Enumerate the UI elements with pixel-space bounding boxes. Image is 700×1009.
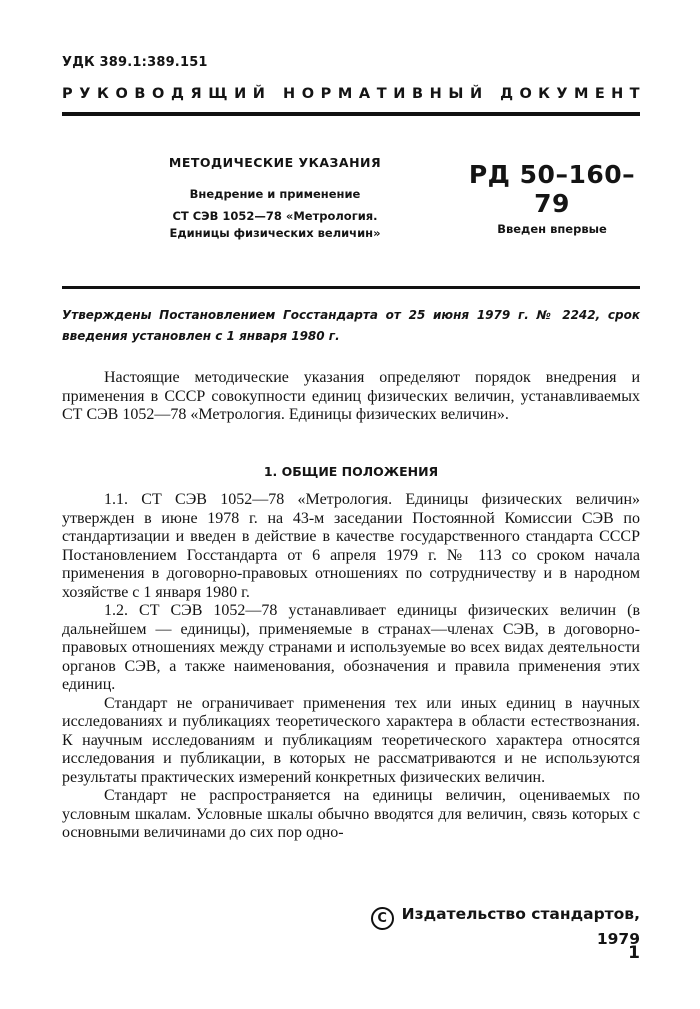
copyright-icon: C — [371, 907, 394, 930]
document-code: РД 50–160–79 — [468, 160, 636, 218]
section-heading: 1. ОБЩИЕ ПОЛОЖЕНИЯ — [263, 464, 439, 479]
guidelines-subtitle-line-3: Единицы физических величин» — [169, 226, 381, 240]
paragraph-exclusion: Стандарт не распространяется на единицы величин, оцениваемых по условным шкалам. Условные шкалы обычно вводятся для величин, связь которых с основными величинами до сих пор одно- — [62, 787, 640, 841]
approval-note: Утверждены Постановлением Госстандарта от 25 июня 1979 г. № 2242, срок введения установлен с 1 января 1980 г. — [62, 308, 640, 343]
udk-code: УДК 389.1:389.151 — [62, 55, 208, 70]
banner-word-1: РУКОВОДЯЩИЙ — [62, 86, 272, 102]
guidelines-subtitle-line-1: Внедрение и применение — [189, 187, 361, 201]
intro-paragraph-block — [62, 369, 640, 425]
intro-paragraph: Настоящие методические указания определяют порядок внедрения и применения в СССР совокупности единиц физических величин, устанавливаемых СТ СЭВ 1052—78 «Метрология. Единицы физических величин». — [62, 369, 640, 423]
paragraph-1-1: 1.1. СТ СЭВ 1052—78 «Метрология. Единицы физических величин» утвержден в июне 1978 г. на 43-м заседании Постоянной Комиссии СЭВ по стандартизации и введен в действие в качестве государственного стандарта СССР Постановлением Госстандарта от 6 апреля 1979 г. № 113 со сроком начала применения в договорно-правовых отношениях по сотрудничеству и в народном хозяйстве с 1 января 1980 г. — [62, 491, 640, 601]
banner-word-2: НОРМАТИВНЫЙ — [282, 86, 489, 102]
section-body — [62, 491, 640, 843]
banner-word-3: ДОКУМЕНТ — [500, 86, 646, 102]
guidelines-title: МЕТОДИЧЕСКИЕ УКАЗАНИЯ — [168, 155, 382, 170]
copyright-line — [340, 905, 640, 948]
middle-rule — [62, 286, 640, 289]
page-number: 1 — [628, 943, 640, 963]
copyright-text: Издательство стандартов, 1979 — [401, 905, 640, 948]
document-type-banner — [62, 86, 646, 102]
paragraph-scope: Стандарт не ограничивает применения тех или иных единиц в научных исследованиях и публикациях теоретического характера в области естествознания. К научным исследованиям и публикациям теоретического характера относятся исследования и публикации, в которых не рассматриваются и не используются результаты практических измерений конкретных физических величин. — [62, 694, 640, 786]
top-rule — [62, 112, 640, 116]
introduced-note: Введен впервые — [497, 222, 607, 236]
guidelines-subtitle-line-2: СТ СЭВ 1052—78 «Метрология. — [172, 209, 378, 223]
paragraph-1-2: 1.2. СТ СЭВ 1052—78 устанавливает единицы физических величин (в дальнейшем — единицы), применяемые в странах—членах СЭВ, в договорно-правовых отношениях между странами и используемые во всех видах деятельности органов СЭВ, а также наименования, обозначения и правила применения этих единиц. — [62, 602, 640, 693]
